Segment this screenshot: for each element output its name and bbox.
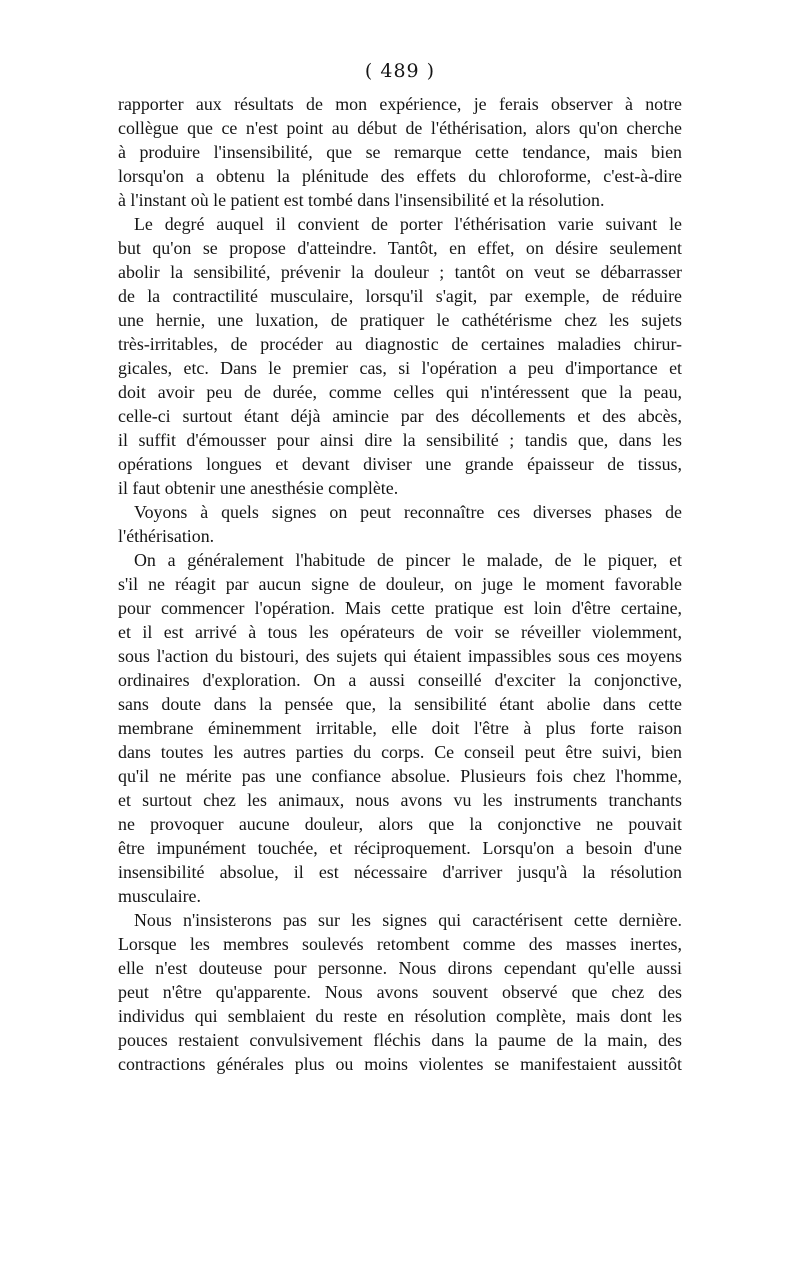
- text-line: l'éthérisation.: [118, 526, 215, 546]
- text-line: peut n'être qu'apparente. Nous avons souvent observé que chez des: [118, 982, 682, 1002]
- text-line: et surtout chez les animaux, nous avons vu les instruments tranchants: [118, 790, 682, 810]
- text-line: gicales, etc. Dans le premier cas, si l'opération a peu d'importance et: [118, 358, 682, 378]
- text-line: de la contractilité musculaire, lorsqu'il s'agit, par exemple, de réduire: [118, 286, 682, 306]
- text-line: s'il ne réagit par aucun signe de douleur, on juge le moment favorable: [118, 574, 682, 594]
- text-line: rapporter aux résultats de mon expérience, je ferais observer à notre: [118, 94, 682, 114]
- text-line: ordinaires d'exploration. On a aussi conseillé d'exciter la conjonctive,: [118, 670, 682, 690]
- text-line: il suffit d'émousser pour ainsi dire la sensibilité ; tandis que, dans les: [118, 430, 682, 450]
- text-line: être impunément touchée, et réciproquement. Lorsqu'on a besoin d'une: [118, 838, 682, 858]
- paragraph: [118, 548, 682, 908]
- text-line: dans toutes les autres parties du corps. Ce conseil peut être suivi, bien: [118, 742, 682, 762]
- text-line: doit avoir peu de durée, comme celles qui n'intéressent que la peau,: [118, 382, 682, 402]
- paragraph: [118, 92, 682, 212]
- text-line: but qu'on se propose d'atteindre. Tantôt, en effet, on désire seulement: [118, 238, 682, 258]
- body-text: [118, 92, 682, 1076]
- text-line: Voyons à quels signes on peut reconnaître ces diverses phases de: [134, 502, 682, 522]
- text-line: à l'instant où le patient est tombé dans l'insensibilité et la résolution.: [118, 190, 605, 210]
- text-line: à produire l'insensibilité, que se remarque cette tendance, mais bien: [118, 142, 682, 162]
- text-line: et il est arrivé à tous les opérateurs de voir se réveiller violemment,: [118, 622, 682, 642]
- text-line: Le degré auquel il convient de porter l'éthérisation varie suivant le: [134, 214, 682, 234]
- text-line: pouces restaient convulsivement fléchis dans la paume de la main, des: [118, 1030, 682, 1050]
- text-line: membrane éminemment irritable, elle doit l'être à plus forte raison: [118, 718, 682, 738]
- text-line: une hernie, une luxation, de pratiquer le cathétérisme chez les sujets: [118, 310, 682, 330]
- text-line: il faut obtenir une anesthésie complète.: [118, 478, 399, 498]
- text-line: collègue que ce n'est point au début de l'éthérisation, alors qu'on cherche: [118, 118, 682, 138]
- page-number: ( 489 ): [364, 60, 436, 82]
- text-line: abolir la sensibilité, prévenir la douleur ; tantôt on veut se débarrasser: [118, 262, 682, 282]
- paragraph: [118, 212, 682, 500]
- text-line: très-irritables, de procéder au diagnostic de certaines maladies chirur-: [118, 334, 682, 354]
- text-line: On a généralement l'habitude de pincer le malade, de le piquer, et: [134, 550, 682, 570]
- text-line: sous l'action du bistouri, des sujets qui étaient impassibles sous ces moyens: [118, 646, 682, 666]
- paragraph: [118, 500, 682, 548]
- text-line: opérations longues et devant diviser une grande épaisseur de tissus,: [118, 454, 682, 474]
- text-line: sans doute dans la pensée que, la sensibilité étant abolie dans cette: [118, 694, 682, 714]
- text-line: Lorsque les membres soulevés retombent comme des masses inertes,: [118, 934, 682, 954]
- text-line: individus qui semblaient du reste en résolution complète, mais dont les: [118, 1006, 682, 1026]
- text-line: qu'il ne mérite pas une confiance absolue. Plusieurs fois chez l'homme,: [118, 766, 682, 786]
- paragraph: [118, 908, 682, 1076]
- text-line: elle n'est douteuse pour personne. Nous dirons cependant qu'elle aussi: [118, 958, 682, 978]
- text-line: Nous n'insisterons pas sur les signes qui caractérisent cette dernière.: [134, 910, 682, 930]
- text-line: pour commencer l'opération. Mais cette pratique est loin d'être certaine,: [118, 598, 682, 618]
- text-line: lorsqu'on a obtenu la plénitude des effets du chloroforme, c'est-à-dire: [118, 166, 682, 186]
- text-line: celle-ci surtout étant déjà amincie par des décollements et des abcès,: [118, 406, 682, 426]
- text-line: musculaire.: [118, 886, 201, 906]
- text-line: ne provoquer aucune douleur, alors que la conjonctive ne pouvait: [118, 814, 682, 834]
- text-line: insensibilité absolue, il est nécessaire d'arriver jusqu'à la résolution: [118, 862, 682, 882]
- text-line: contractions générales plus ou moins violentes se manifestaient aussitôt: [118, 1054, 682, 1074]
